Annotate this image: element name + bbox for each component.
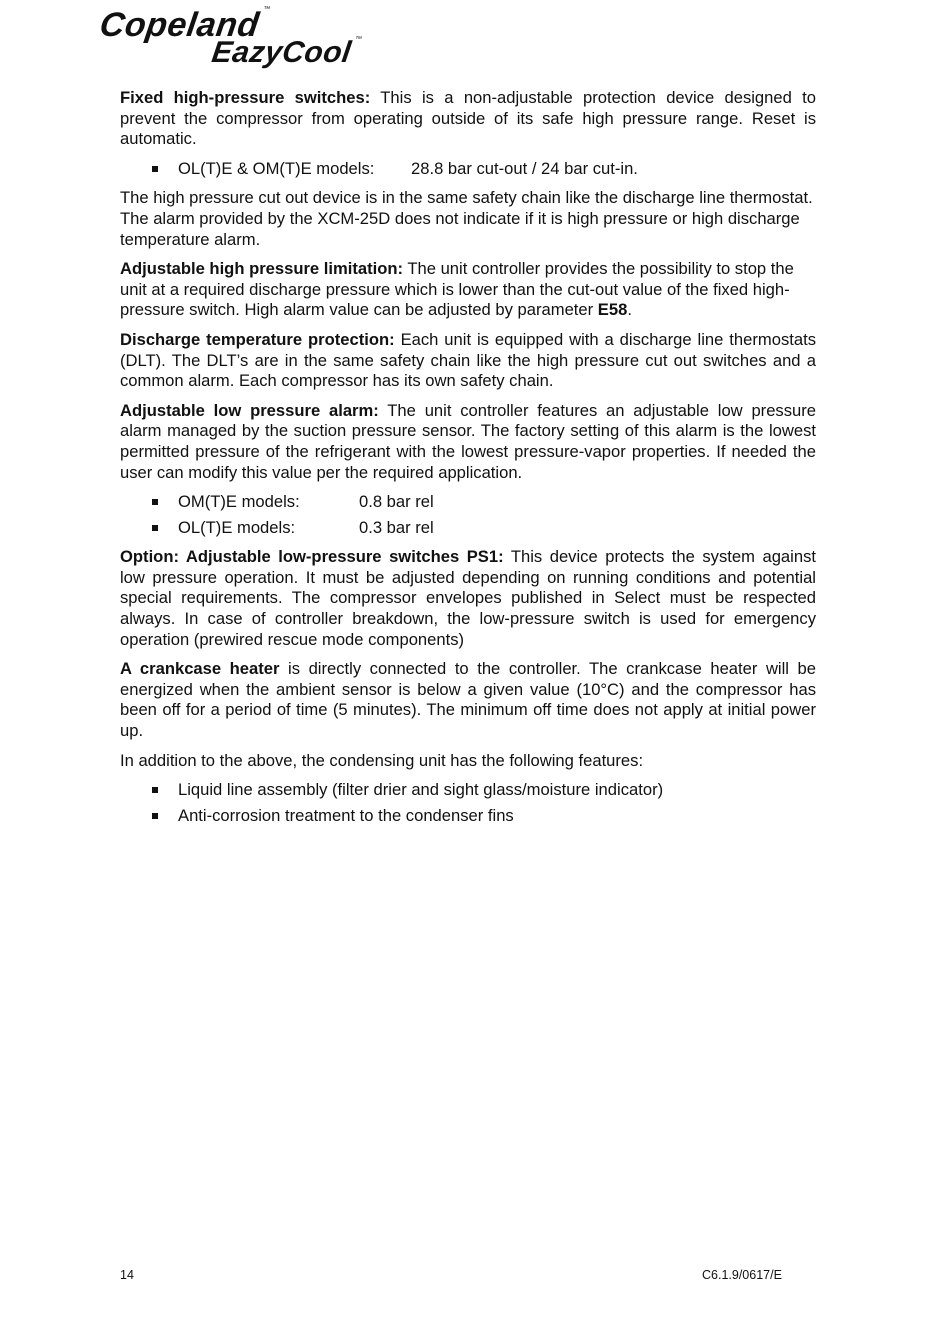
list-high-pressure-models bbox=[120, 159, 816, 180]
logo-line-copeland: Copeland™ bbox=[97, 6, 272, 44]
list-item: Liquid line assembly (filter drier and sight glass/moisture indicator) bbox=[120, 780, 816, 801]
heading-fixed-high-pressure: Fixed high-pressure switches: bbox=[120, 88, 371, 107]
list-item: OM(T)E models: 0.8 bar rel bbox=[120, 492, 816, 513]
copeland-eazycool-logo bbox=[97, 6, 400, 70]
paragraph-low-pressure-switches: Option: Adjustable low-pressure switches PS1: This device protects the system against low pressure operation. It must be adjusted depending on running conditions and potential special requirements. The compressor envelopes published in Select must be respected always. In case of controller breakdown, the low-pressure switch is used for emergency operation (prewired rescue mode components) bbox=[120, 547, 816, 649]
heading-discharge-temperature: Discharge temperature protection: bbox=[120, 329, 395, 349]
paragraph-adjustable-high-pressure: Adjustable high pressure limitation: The unit controller provides the possibility to stop the unit at a required discharge pressure which is lower than the cut-out value of the fixed high-pressure switch. High alarm value can be adjusted by parameter E58. bbox=[120, 259, 794, 320]
paragraph-features-intro: In addition to the above, the condensing unit has the following features: bbox=[120, 750, 644, 770]
heading-crankcase-heater: A crankcase heater bbox=[120, 659, 280, 679]
heading-adjustable-high-pressure: Adjustable high pressure limitation: bbox=[120, 259, 404, 279]
heading-low-pressure-switches: Option: Adjustable low-pressure switches PS1: bbox=[120, 547, 504, 567]
document-code: C6.1.9/0617/E bbox=[702, 1268, 782, 1282]
list-features bbox=[120, 780, 816, 826]
list-item: Anti-corrosion treatment to the condenser fins bbox=[120, 806, 816, 827]
logo-line-eazycool: EazyCool™ bbox=[209, 36, 363, 69]
paragraph-fixed-high-pressure: Fixed high-pressure switches: This is a non-adjustable protection device designed to prevent the compressor from operating outside of its safe high pressure range. Reset is automatic. bbox=[120, 88, 817, 149]
list-item: OL(T)E models: 0.3 bar rel bbox=[120, 518, 816, 539]
parameter-e58: E58 bbox=[597, 300, 628, 320]
document-body bbox=[120, 88, 816, 835]
paragraph-discharge-temperature: Discharge temperature protection: Each unit is equipped with a discharge line thermostats (DLT). The DLT’s are in the same safety chain like the high pressure cut out switches and a common alarm. Each compressor has its own safety chain. bbox=[120, 329, 816, 391]
paragraph-high-pressure-chain: The high pressure cut out device is in the same safety chain like the discharge line thermostat. The alarm provided by the XCM-25D does not indicate if it is high pressure or high discharge temperature alarm. bbox=[120, 188, 813, 249]
heading-low-pressure-alarm: Adjustable low pressure alarm: bbox=[120, 400, 379, 420]
page-number: 14 bbox=[120, 1268, 134, 1282]
list-item: OL(T)E & OM(T)E models: 28.8 bar cut-out / 24 bar cut-in. bbox=[120, 159, 816, 180]
paragraph-crankcase-heater: A crankcase heater is directly connected to the controller. The crankcase heater will be energized when the ambient sensor is below a given value (10°C) and the compressor has been off for a period of time (5 minutes). The minimum off time does not apply at initial power up. bbox=[120, 659, 817, 741]
paragraph-low-pressure-alarm: Adjustable low pressure alarm: The unit controller features an adjustable low pressure alarm managed by the suction pressure sensor. The factory setting of this alarm is the lowest permitted pressure of the refrigerant with the lowest pressure-vapor properties. If needed the user can modify this value per the required application. bbox=[120, 400, 817, 482]
list-low-pressure-models bbox=[120, 492, 816, 538]
